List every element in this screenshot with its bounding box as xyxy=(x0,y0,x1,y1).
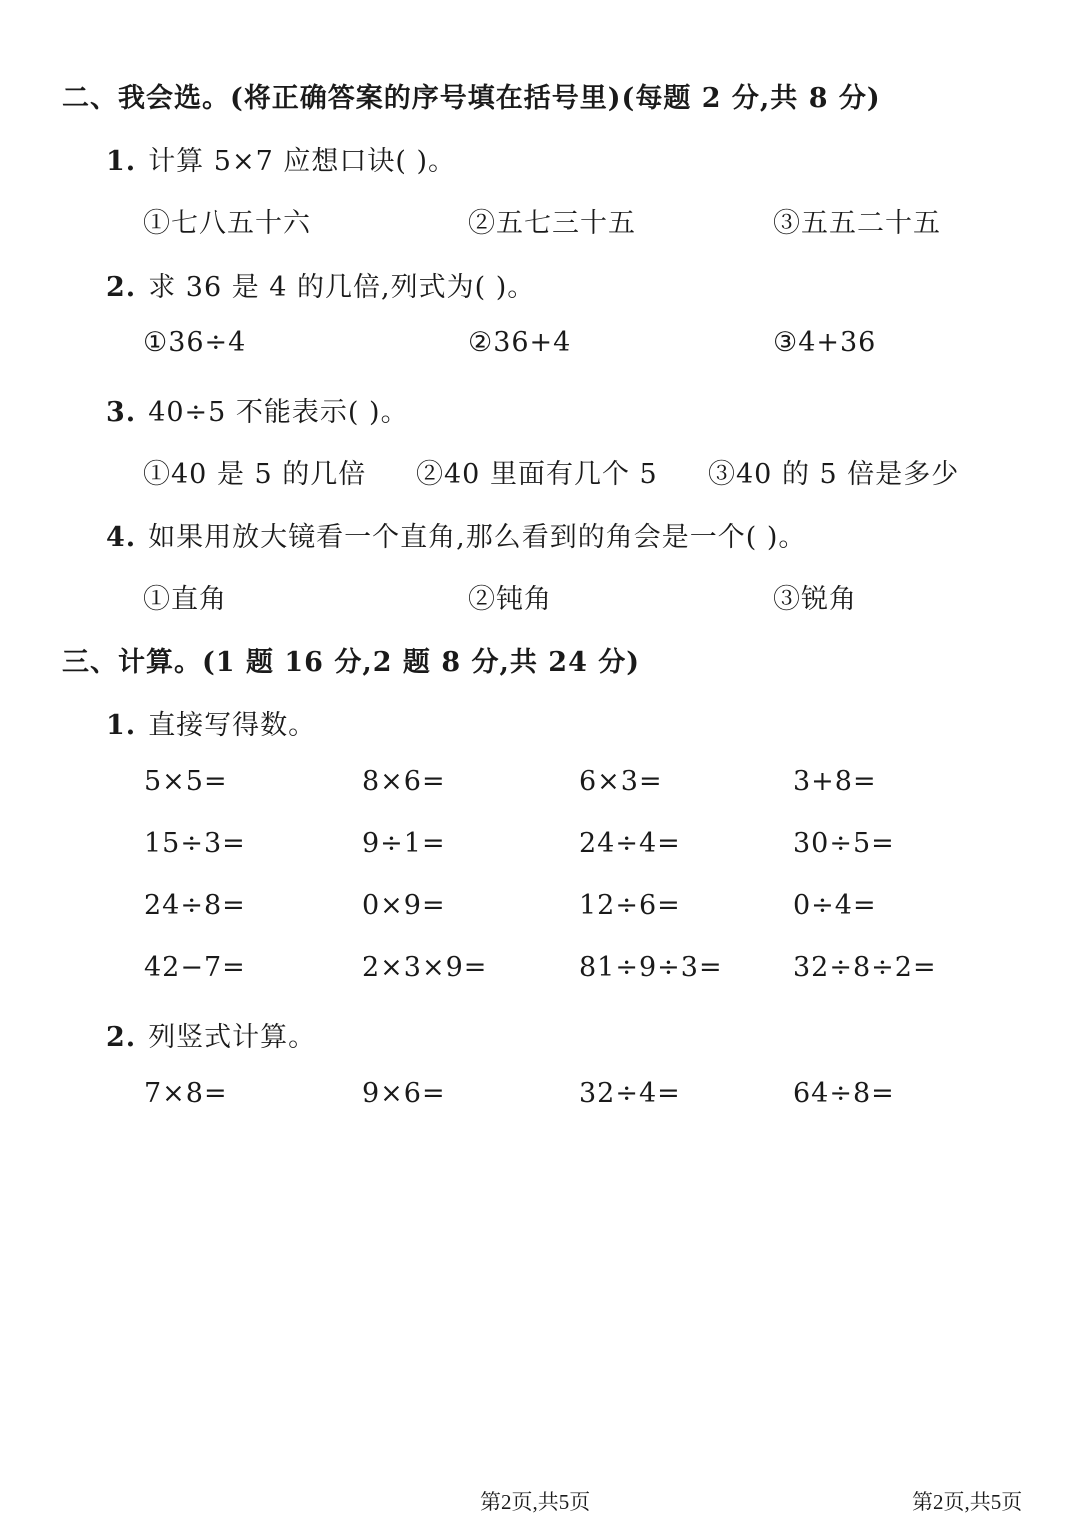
calc-item: 30÷5= xyxy=(793,828,895,859)
vertical-calc-item: 64÷8= xyxy=(793,1078,895,1109)
q3-option-2: ②40 里面有几个 5 xyxy=(416,459,658,490)
question-number: 1. xyxy=(106,710,137,741)
q4-option-2: ②钝角 xyxy=(468,584,552,615)
question-text: 计算 5×7 应想口诀( )。 xyxy=(148,146,456,177)
q2-option-1: ①36÷4 xyxy=(143,327,247,358)
calc-question-2 xyxy=(106,1015,316,1054)
calc-item: 8×6= xyxy=(362,766,446,797)
question-number: 2. xyxy=(106,272,137,303)
calc-item: 32÷8÷2= xyxy=(793,952,937,983)
section3-title: 三、计算。(1 题 16 分,2 题 8 分,共 24 分) xyxy=(62,647,641,678)
calc-item: 0×9= xyxy=(362,890,446,921)
question-text: 列竖式计算。 xyxy=(148,1022,317,1053)
calc-item: 6×3= xyxy=(579,766,663,797)
section2-title: 二、我会选。(将正确答案的序号填在括号里)(每题 2 分,共 8 分) xyxy=(62,83,881,114)
question-number: 1. xyxy=(106,146,137,177)
question-number: 2. xyxy=(106,1022,137,1053)
calc-item: 3+8= xyxy=(793,766,877,797)
question-4 xyxy=(106,515,806,554)
calc-item: 12÷6= xyxy=(579,890,681,921)
question-number: 4. xyxy=(106,522,137,553)
calc-item: 9÷1= xyxy=(362,828,446,859)
calc-item: 2×3×9= xyxy=(362,952,488,983)
q2-option-2: ②36+4 xyxy=(468,327,572,358)
page-number-right: 第2页,共5页 xyxy=(912,1490,1023,1514)
calc-item: 81÷9÷3= xyxy=(579,952,723,983)
vertical-calc-item: 9×6= xyxy=(362,1078,446,1109)
question-1 xyxy=(106,139,456,178)
question-text: 如果用放大镜看一个直角,那么看到的角会是一个( )。 xyxy=(148,522,807,553)
question-text: 40÷5 不能表示( )。 xyxy=(148,397,409,428)
question-2 xyxy=(106,265,535,304)
question-number: 3. xyxy=(106,397,137,428)
q4-option-3: ③锐角 xyxy=(773,584,857,615)
q1-option-2: ②五七三十五 xyxy=(468,208,636,239)
calc-item: 24÷4= xyxy=(579,828,681,859)
q3-option-1: ①40 是 5 的几倍 xyxy=(143,459,367,490)
calc-item: 42−7= xyxy=(144,952,246,983)
vertical-calc-item: 32÷4= xyxy=(579,1078,681,1109)
q4-option-1: ①直角 xyxy=(143,584,227,615)
calc-item: 0÷4= xyxy=(793,890,877,921)
question-3 xyxy=(106,390,409,429)
question-text: 直接写得数。 xyxy=(148,710,317,741)
calc-question-1 xyxy=(106,703,316,742)
question-text: 求 36 是 4 的几倍,列式为( )。 xyxy=(148,272,536,303)
q1-option-3: ③五五二十五 xyxy=(773,208,941,239)
calc-item: 15÷3= xyxy=(144,828,246,859)
vertical-calc-item: 7×8= xyxy=(144,1078,228,1109)
q3-option-3: ③40 的 5 倍是多少 xyxy=(708,459,960,490)
q2-option-3: ③4+36 xyxy=(773,327,877,358)
page-number-left: 第2页,共5页 xyxy=(480,1490,591,1514)
calc-item: 24÷8= xyxy=(144,890,246,921)
q1-option-1: ①七八五十六 xyxy=(143,208,311,239)
calc-item: 5×5= xyxy=(144,766,228,797)
